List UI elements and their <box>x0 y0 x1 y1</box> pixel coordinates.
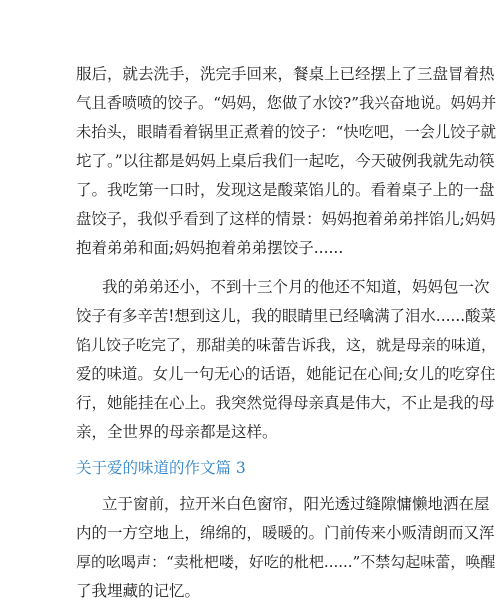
paragraph-2-line: 爱的味道。女儿一句无心的话语，她能记在心间;女儿的吃穿住 <box>76 365 496 383</box>
paragraph-1-line: 气且香喷喷的饺子。“妈妈，您做了水饺?”我兴奋地说。妈妈并 <box>76 94 497 112</box>
paragraph-1-line: 服后，就去洗手，洗完手回来，餐桌上已经摆上了三盘冒着热 <box>76 65 495 83</box>
paragraph-2-line: 我的弟弟还小，不到十三个月的他还不知道，妈妈包一次 <box>102 278 490 296</box>
paragraph-3-line: 立于窗前，拉开米白色窗帘，阳光透过缝隙慵懒地洒在屋 <box>102 495 490 513</box>
paragraph-1-line: 坨了。”以往都是妈妈上桌后我们一起吃，今天破例我就先动筷 <box>76 152 495 170</box>
paragraph-1-line: 了。我吃第一口时，发现这是酸菜馅儿的。看着桌子上的一盘 <box>76 181 495 199</box>
paragraph-2-line: 亲，全世界的母亲都是这样。 <box>76 423 278 441</box>
paragraph-3-line: 了我埋藏的记忆。 <box>76 582 201 600</box>
paragraph-3-line: 厚的吆喝声：“卖枇杷喽，好吃的枇杷......”不禁勾起味蕾，唤醒 <box>76 553 496 571</box>
paragraph-2-line: 饺子有多辛苦!想到这儿，我的眼睛里已经噙满了泪水......酸菜 <box>76 307 496 325</box>
paragraph-2-line: 行，她能挂在心上。我突然觉得母亲真是伟大，不止是我的母 <box>76 394 495 412</box>
paragraph-1-line: 抱着弟弟和面;妈妈抱着弟弟摆饺子...... <box>76 239 344 257</box>
paragraph-3-line: 内的一方空地上，绵绵的，暖暖的。门前传来小贩清朗而又浑 <box>76 524 495 542</box>
paragraph-1-line: 盘饺子，我似乎看到了这样的情景：妈妈抱着弟弟拌馅儿;妈妈 <box>76 210 496 228</box>
section-heading: 关于爱的味道的作文篇 3 <box>76 459 246 477</box>
paragraph-2-line: 馅儿饺子吃完了，那甜美的味蕾告诉我，这，就是母亲的味道， <box>76 336 497 354</box>
paragraph-1-line: 未抬头，眼睛看着锅里正煮着的饺子：“快吃吧，一会儿饺子就 <box>76 123 496 141</box>
